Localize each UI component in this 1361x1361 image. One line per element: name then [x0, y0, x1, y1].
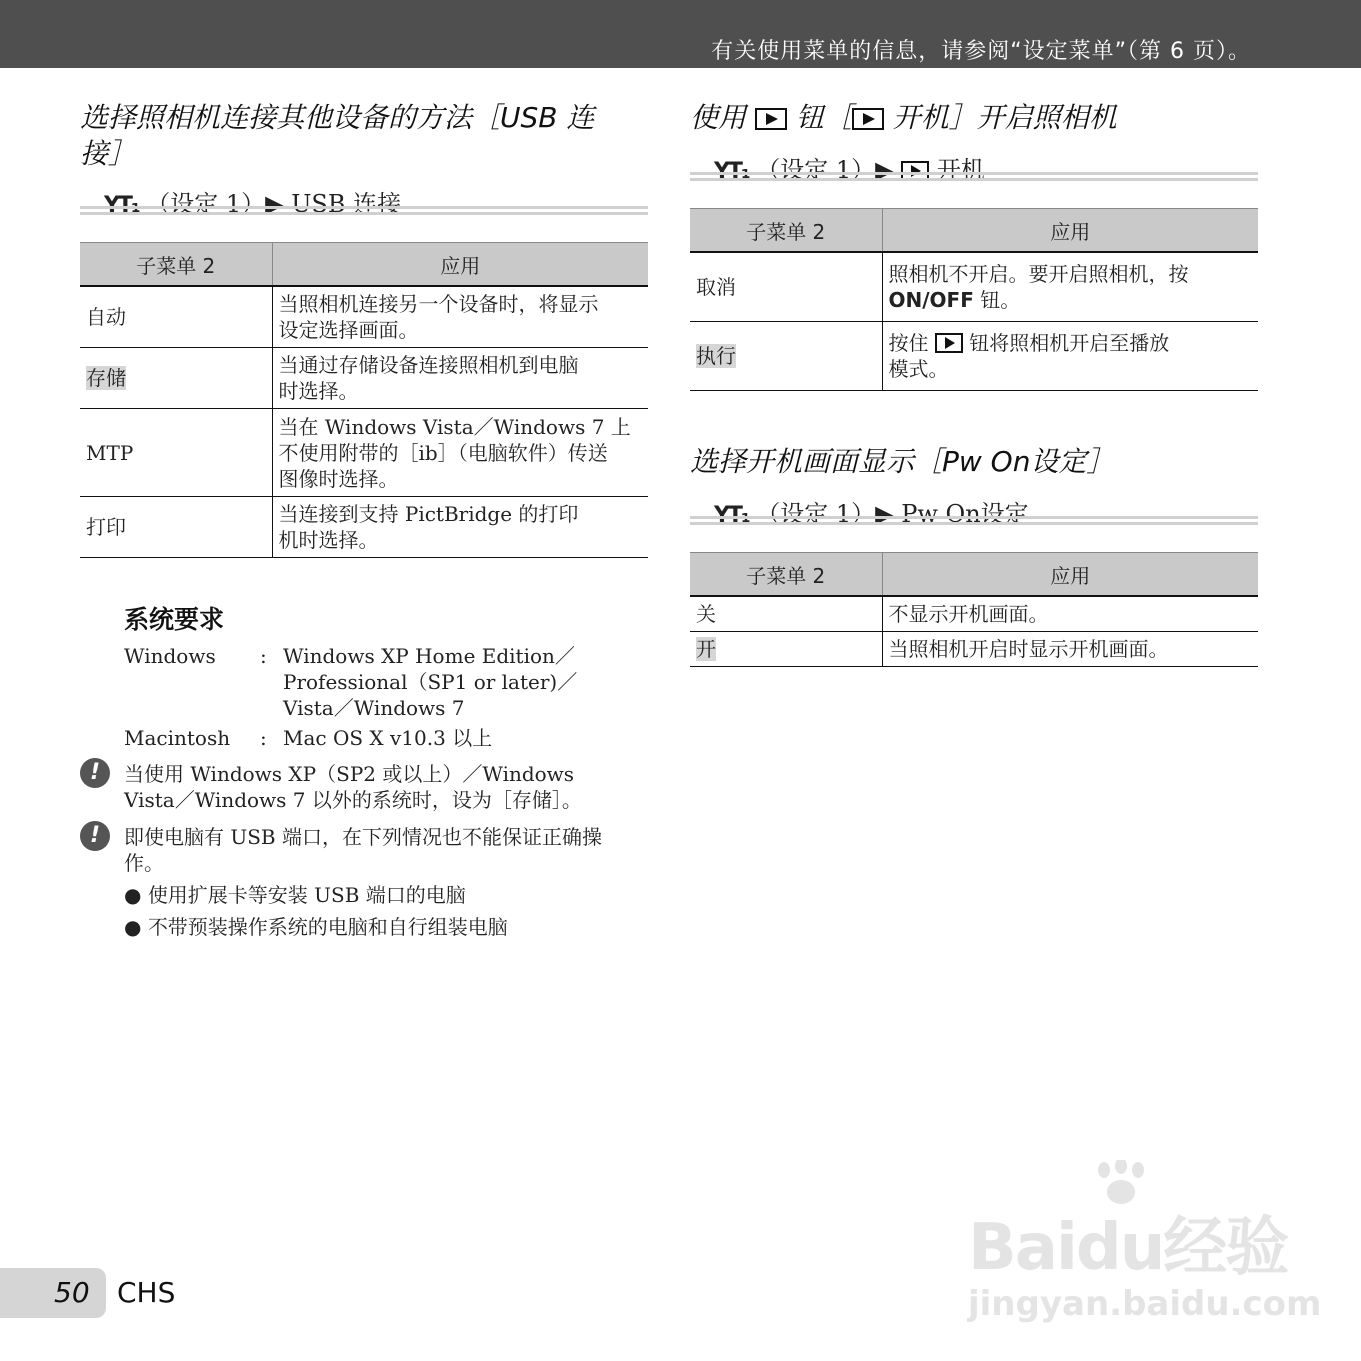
list-item: ● 不带预装操作系统的电脑和自行组装电脑 — [124, 915, 508, 939]
playback-icon — [755, 108, 787, 130]
power-on-table — [690, 552, 1258, 667]
windows-sep: : — [260, 644, 267, 668]
table-row: 自动 当照相机连接另一个设备时，将显示 设定选择画面。 — [80, 286, 648, 348]
bullet-icon: ● — [124, 915, 142, 939]
page-number-tab — [0, 1268, 106, 1318]
table-row: MTP 当在 Windows Vista／Windows 7 上 不使用附带的［ib］（电脑软件）传送 图像时选择。 — [80, 409, 648, 497]
table-header-row — [690, 209, 1258, 253]
section-rule — [80, 206, 648, 215]
playback-icon — [935, 333, 963, 353]
row-key: 取消 — [696, 274, 736, 299]
onoff-button-label: ON/OFF — [888, 287, 974, 312]
list-item: ● 使用扩展卡等安装 USB 端口的电脑 — [124, 883, 466, 907]
page-number: 50 — [54, 1276, 90, 1309]
col-submenu-header: 子菜单 2 — [690, 209, 882, 253]
caution-icon: ! — [80, 758, 110, 788]
caution-note-1: 当使用 Windows XP（SP2 或以上）／Windows Vista／Windows 7 以外的系统时，设为［存储］。 — [124, 762, 582, 812]
setup-tool-icon: YT₁ — [714, 503, 749, 528]
col-apply-header: 应用 — [272, 243, 648, 287]
table-header-row — [690, 553, 1258, 597]
mac-sep: : — [260, 726, 267, 750]
row-key: 自动 — [86, 305, 126, 329]
col-apply-header: 应用 — [882, 553, 1258, 597]
section-rule — [690, 172, 1258, 181]
table-row: 执行 按住 钮将照相机开启至播放 模式。 — [690, 321, 1258, 390]
section-rule — [690, 516, 1258, 525]
usb-breadcrumb: YT₁ （设定 1）▶ USB 连接 — [104, 190, 402, 218]
bullet-icon: ● — [124, 883, 142, 907]
power-on-display-title: 选择开机画面显示［Pw On设定］ — [690, 445, 1115, 478]
table-row: 打印 当连接到支持 PictBridge 的打印 机时选择。 — [80, 497, 648, 558]
mac-label: Macintosh — [124, 726, 231, 750]
col-submenu-header: 子菜单 2 — [80, 243, 272, 287]
playback-icon — [852, 108, 884, 130]
row-key-selected: 存储 — [86, 366, 126, 390]
caution-note-2: 即使电脑有 USB 端口，在下列情况也不能保证正确操 作。 — [124, 825, 602, 875]
windows-label: Windows — [124, 644, 216, 668]
mac-requirements: Mac OS X v10.3 以上 — [283, 726, 493, 750]
row-key: 关 — [696, 601, 716, 626]
table-row: 存储 当通过存储设备连接照相机到电脑 时选择。 — [80, 348, 648, 409]
row-key-selected: 执行 — [696, 343, 736, 368]
col-submenu-header: 子菜单 2 — [690, 553, 882, 597]
setup-tool-icon: YT₁ — [714, 159, 749, 184]
row-key: 打印 — [86, 515, 126, 539]
power-on-breadcrumb: YT₁ （设定 1）▶ Pw On设定 — [714, 500, 1029, 528]
usb-section-title: 选择照相机连接其他设备的方法［USB 连 接］ — [80, 101, 595, 170]
windows-requirements: Windows XP Home Edition／ Professional（SP1 or later)／ Vista／Windows 7 — [283, 644, 578, 720]
system-requirements-heading: 系统要求 — [124, 605, 225, 634]
caution-icon: ! — [80, 821, 110, 851]
row-key: MTP — [86, 440, 134, 465]
table-header-row — [80, 243, 648, 287]
col-apply-header: 应用 — [882, 209, 1258, 253]
playback-power-title: 使用 钮［ 开机］开启照相机 — [690, 101, 1117, 134]
table-row: 关 不显示开机画面。 — [690, 596, 1258, 631]
playback-power-table — [690, 208, 1258, 391]
setup-tool-icon: YT₁ — [104, 193, 139, 218]
header-text: 有关使用菜单的信息，请参阅“设定菜单”（第 6 页）。 — [711, 39, 1251, 64]
table-row: 开 当照相机开启时显示开机画面。 — [690, 631, 1258, 666]
header-bar — [0, 0, 1361, 68]
row-key-selected: 开 — [696, 636, 716, 661]
language-code: CHS — [117, 1276, 176, 1309]
usb-table — [80, 242, 648, 558]
baidu-watermark: Baidu经验 jingyan.baidu.com — [968, 1211, 1322, 1324]
table-row: 取消 照相机不开启。要开启照相机，按 ON/OFF 钮。 — [690, 252, 1258, 321]
playback-breadcrumb: YT₁ （设定 1）▶ 开机 — [714, 156, 985, 184]
